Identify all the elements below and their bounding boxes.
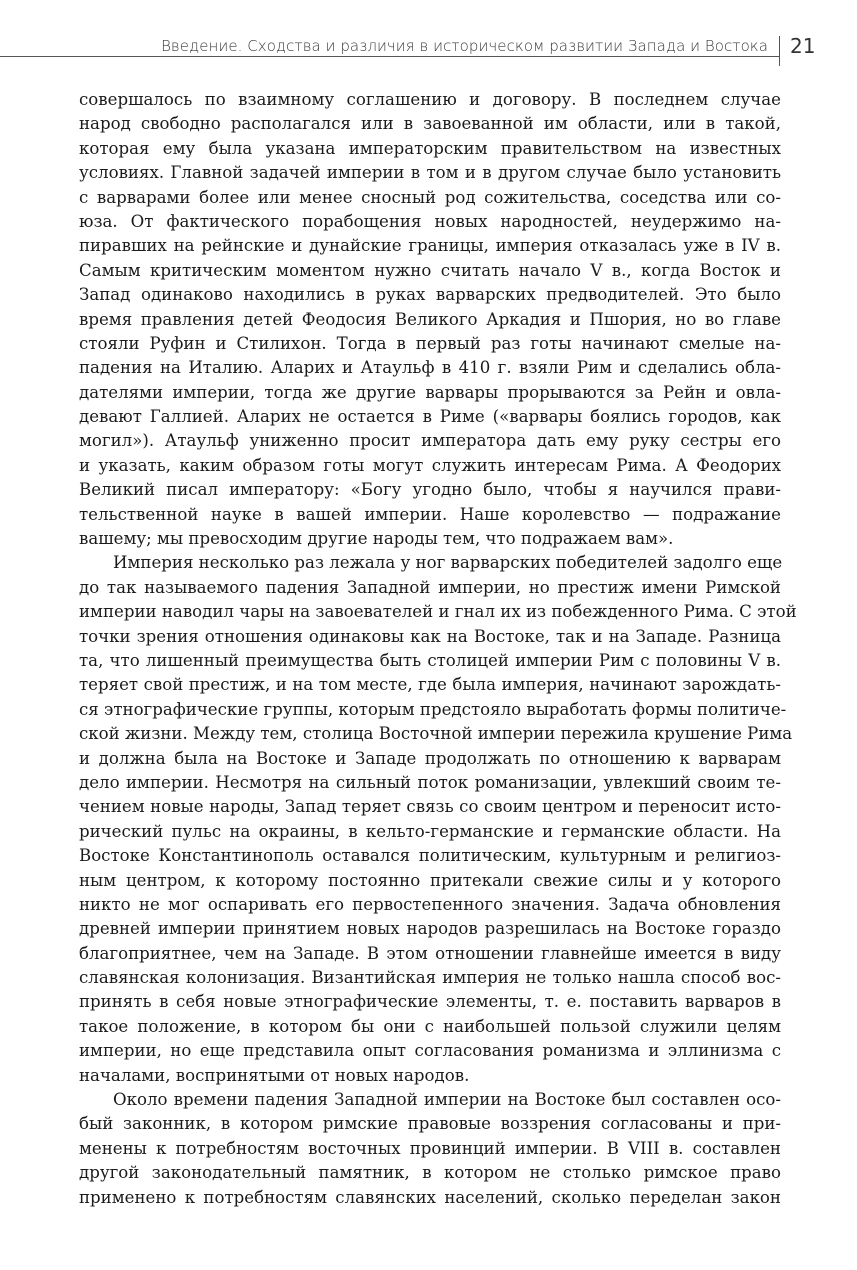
text-line: такое положение, в котором бы они с наибольшей пользой служили целям bbox=[79, 1016, 781, 1036]
text-line: время правления детей Феодосия Великого Аркадия и Пшория, но во главе bbox=[79, 309, 781, 329]
text-line: и указать, каким образом готы могут служить интересам Рима. А Феодорих bbox=[79, 455, 781, 475]
text-line: Самым критическим моментом нужно считать начало V в., когда Восток и bbox=[79, 260, 781, 280]
text-line: Великий писал императору: «Богу угодно было, чтобы я научился прави- bbox=[79, 480, 781, 500]
text-line: империи наводил чары на завоевателей и гнал их из побежденного Рима. С этой bbox=[79, 602, 797, 622]
text-line: Около времени падения Западной империи на Востоке был составлен осо- bbox=[113, 1090, 781, 1110]
page-header bbox=[0, 32, 857, 64]
page-number: 21 bbox=[790, 34, 816, 58]
text-line: дателями империи, тогда же другие варвары прорываются за Рейн и овла- bbox=[79, 382, 781, 402]
text-line: рический пульс на окраины, в кельто-германские и германские области. На bbox=[79, 821, 781, 841]
text-line: бый законник, в котором римские правовые воззрения согласованы и при- bbox=[79, 1114, 781, 1134]
text-line: принять в себя новые этнографические элементы, т. е. поставить варваров в bbox=[79, 992, 781, 1012]
text-line: благоприятнее, чем на Западе. В этом отношении главнейше имеется в виду bbox=[79, 943, 781, 963]
text-line: пиравших на рейнские и дунайские границы, империя отказалась уже в IV в. bbox=[79, 236, 781, 256]
text-line: и должна была на Востоке и Западе продолжать по отношению к варварам bbox=[79, 748, 781, 768]
header-separator bbox=[779, 36, 780, 66]
text-line: могил»). Атаульф униженно просит императора дать ему руку сестры его bbox=[79, 431, 781, 451]
text-line: совершалось по взаимному соглашению и договору. В последнем случае bbox=[79, 90, 781, 109]
paragraph bbox=[79, 88, 781, 551]
body-text bbox=[79, 88, 797, 1210]
text-line: условиях. Главной задачей империи в том и в другом случае было установить bbox=[79, 163, 781, 183]
text-line: Запад одинаково находились в руках варварских предводителей. Это было bbox=[79, 285, 781, 305]
text-line: Востоке Константинополь оставался политическим, культурным и религиоз- bbox=[79, 846, 781, 866]
text-line: менены к потребностям восточных провинций империи. В VIII в. составлен bbox=[79, 1138, 781, 1158]
text-line: до так называемого падения Западной империи, но престиж имени Римской bbox=[79, 577, 781, 597]
text-line: юза. От фактического порабощения новых народностей, неудержимо на- bbox=[79, 211, 781, 231]
text-line: тельственной науке в вашей империи. Наше королевство — подражание bbox=[79, 504, 781, 524]
text-line: точки зрения отношения одинаковы как на Востоке, так и на Западе. Разница bbox=[79, 626, 781, 646]
text-line: вашему; мы превосходим другие народы тем, что подражаем вам». bbox=[79, 529, 674, 549]
text-line: ным центром, к которому постоянно притекали свежие силы и у которого bbox=[79, 870, 781, 890]
text-line: древней империи принятием новых народов разрешилась на Востоке гораздо bbox=[79, 919, 781, 939]
text-line: Империя несколько раз лежала у ног варварских победителей задолго еще bbox=[113, 553, 783, 573]
text-line: никто не мог оспаривать его первостепенного значения. Задача обновления bbox=[79, 894, 781, 914]
text-line: стояли Руфин и Стилихон. Тогда в первый раз готы начинают смелые на- bbox=[79, 333, 781, 353]
text-line: которая ему была указана императорским правительством на известных bbox=[79, 138, 781, 158]
text-line: та, что лишенный преимущества быть столицей империи Рим с половины V в. bbox=[79, 650, 781, 670]
paragraph bbox=[79, 551, 797, 1088]
text-line: падения на Италию. Аларих и Атаульф в 410 г. взяли Рим и сделались обла- bbox=[79, 358, 781, 378]
running-title: Введение. Сходства и различия в историческом развитии Запада и Востока bbox=[161, 37, 768, 55]
text-line: ся этнографические группы, которым предстояло выработать формы политиче- bbox=[79, 699, 787, 719]
text-line: славянская колонизация. Византийская империя не только нашла способ вос- bbox=[79, 968, 781, 988]
text-line: чением новые народы, Запад теряет связь со своим центром и переносит исто- bbox=[79, 797, 781, 817]
text-line: империи, но еще представила опыт согласования романизма и эллинизма с bbox=[79, 1041, 781, 1061]
text-line: началами, воспринятыми от новых народов. bbox=[79, 1065, 470, 1085]
text-line: с варварами более или менее сносный род сожительства, соседства или со- bbox=[79, 187, 781, 207]
text-line: теряет свой престиж, и на том месте, где была империя, начинают зарождать- bbox=[79, 675, 781, 695]
text-line: другой законодательный памятник, в котором не столько римское право bbox=[79, 1163, 781, 1183]
text-line: ской жизни. Между тем, столица Восточной империи пережила крушение Рима bbox=[79, 724, 793, 744]
text-line: дело империи. Несмотря на сильный поток романизации, увлекший своим те- bbox=[79, 772, 781, 792]
paragraph bbox=[79, 1088, 781, 1210]
header-rule bbox=[0, 56, 780, 57]
text-line: применено к потребностям славянских населений, сколько переделан закон bbox=[79, 1187, 781, 1207]
text-line: народ свободно располагался или в завоеванной им области, или в такой, bbox=[79, 114, 781, 134]
text-line: девают Галлией. Аларих не остается в Риме («варвары боялись городов, как bbox=[79, 407, 781, 427]
